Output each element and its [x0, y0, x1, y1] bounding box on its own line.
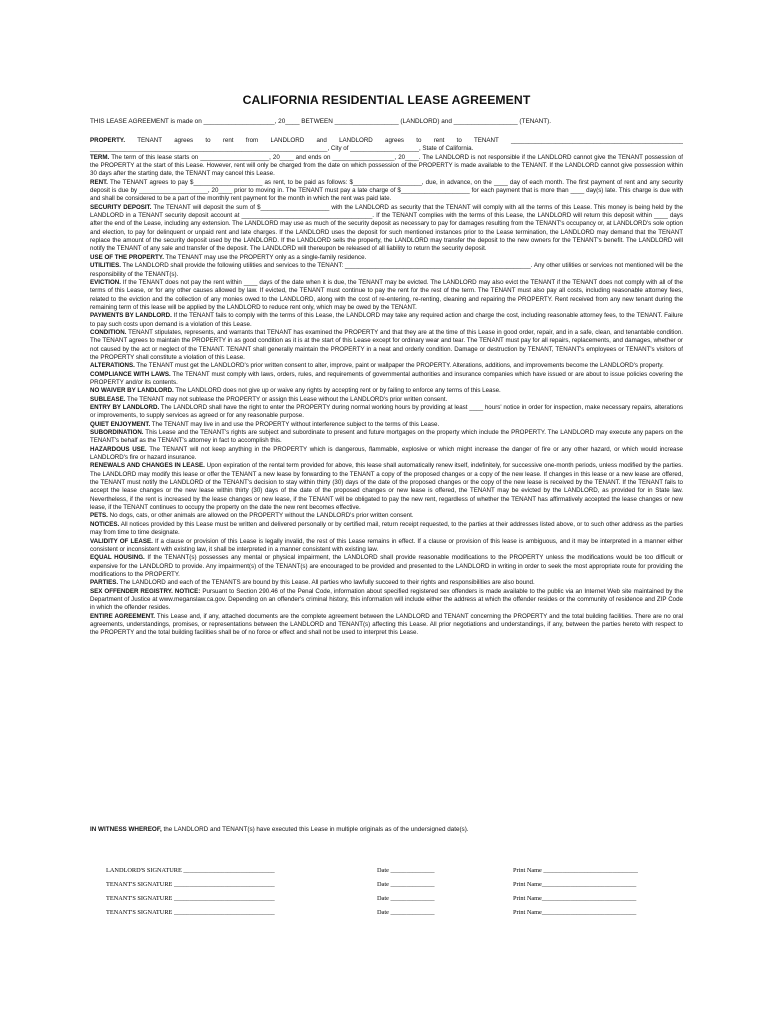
intro-paragraph: THIS LEASE AGREEMENT is made on ____________________, 20____ BETWEEN __________________ (LANDLORD) and __________________ (TENANT). [90, 118, 552, 125]
date-line[interactable]: Date ______________ [377, 867, 435, 874]
section-heading: QUIET ENJOYMENT. [90, 420, 151, 428]
section-heading: SUBLEASE. [90, 395, 126, 403]
lease-section [90, 396, 683, 404]
lease-section [90, 429, 683, 446]
lease-section [90, 204, 683, 254]
section-text: TENANT agrees to rent from LANDLORD and LANDLORD agrees to rent to TENANT __________________________________________________ _____________________________________________________________________, City of ____________________, State of California. [90, 137, 683, 153]
witness-heading: IN WITNESS WHEREOF, [90, 826, 162, 833]
section-text: If the TENANT(s) possesses any mental or physical impairment, the LANDLORD shall provide reasonable modifications to the PROPERTY unless the modifications would be too difficult or expensive for the LANDLORD to provide. Any impairment(s) of the TENANT(s) are encouraged to be provided and presented to the LANDLORD in writing in order to seek the most appropriate route for providing the modifications to the PROPERTY. [90, 554, 683, 578]
lease-section [90, 387, 683, 395]
lease-section [90, 254, 683, 262]
section-heading: SEX OFFENDER REGISTRY. NOTICE: [90, 587, 201, 595]
lease-section [90, 554, 683, 579]
section-heading: RENEWALS AND CHANGES IN LEASE. [90, 462, 205, 470]
section-text: The TENANT must comply with laws, orders, rules, and requirements of governmental authorities and insurance companies which have issued or are about to issue policies covering the PROPERTY and/or its contents. [90, 370, 683, 386]
section-text: The LANDLORD shall have the right to enter the PROPERTY during normal working hours by providing at least ____ hours' notice in order for inspection, make necessary repairs, alterations or improvements, to supply services as agreed or for any reasonable purpose. [90, 404, 684, 420]
section-heading: RENT. [90, 178, 108, 186]
signature-row [106, 867, 686, 877]
lease-section [90, 404, 683, 421]
signature-row [106, 895, 686, 905]
section-text: No dogs, cats, or other animals are allowed on the PROPERTY without the LANDLORD's prior written consent. [109, 512, 414, 520]
print-name-line[interactable]: Print Name______________________________ [513, 909, 637, 916]
section-text: This Lease and, if any, attached documents are the complete agreement between the LANDLORD and TENANT concerning the PROPERTY and the total building facilities. There are no oral agreements, understandings, promises, or representations between the LANDLORD and TENANT(s) affecting this Lease. All prior negotiations and understandings, if any, between the parties hereto with respect to the PROPERTY and the total building facilities shall be of no force or effect and shall not be used to interpret this Lease. [90, 612, 684, 637]
lease-section [90, 362, 683, 370]
section-heading: NOTICES. [90, 520, 120, 528]
lease-section [90, 462, 683, 512]
section-heading: ALTERATIONS. [90, 362, 135, 370]
print-name-line[interactable]: Print Name______________________________ [513, 881, 637, 888]
section-heading: PAYMENTS BY LANDLORD. [90, 312, 172, 320]
lease-section [90, 521, 683, 538]
section-heading: TERM. [90, 153, 110, 161]
section-heading: ENTRY BY LANDLORD. [90, 404, 160, 411]
lease-section [90, 371, 683, 388]
date-line[interactable]: Date ______________ [377, 909, 435, 916]
section-heading: ENTIRE AGREEMENT. [90, 612, 156, 620]
section-heading: HAZARDOUS USE. [90, 445, 147, 453]
section-text: The TENANT must get the LANDLORD's prior written consent to alter, improve, paint or wallpaper the PROPERTY. Alterations, additions, and improvements become the LANDLORD's property. [136, 362, 664, 370]
lease-section [90, 421, 683, 429]
date-line[interactable]: Date ______________ [377, 881, 435, 888]
signature-row [106, 909, 686, 919]
lease-section [90, 329, 683, 362]
print-name-line[interactable]: Print Name______________________________ [513, 895, 637, 902]
section-text: All notices provided by this Lease must be written and delivered personally or by certified mail, return receipt requested, to the parties at their addresses listed above, or to such other address as the parties may from time to time designate. [90, 520, 683, 537]
print-name-line[interactable]: Print Name ______________________________ [513, 867, 638, 874]
section-heading: USE OF THE PROPERTY. [90, 253, 164, 261]
lease-sections [90, 137, 683, 638]
lease-section [90, 179, 683, 204]
section-text: The TENANT will not keep anything in the PROPERTY which is dangerous, flammable, explosive or which might increase the danger of fire or any other hazard, or which would increase LANDLORD's fire or hazard insurance. [90, 445, 683, 462]
witness-text: the LANDLORD and TENANT(s) have executed this Lease in multiple originals as of the undersigned date(s). [163, 826, 469, 833]
signature-line[interactable]: TENANT'S SIGNATURE ________________________________ [106, 895, 275, 902]
section-text: The term of this lease starts on ____________________, 20____ and ends on __________________, 20____. The LANDLORD is not responsible if the LANDLORD cannot give the TENANT possession of the PROPERTY at the start of this Lease. However, rent will only be charged from the date on which possession of the PROPERTY is made available to the TENANT. If the LANDLORD cannot give possession within 30 days after the starting date, the TENANT may cancel this Lease. [90, 153, 684, 178]
section-heading: UTILITIES. [90, 262, 121, 270]
lease-section [90, 279, 683, 312]
section-text: The LANDLORD does not give up or waive any rights by accepting rent or by failing to enforce any terms of this Lease. [175, 387, 501, 395]
section-text: Upon expiration of the rental term provided for above, this lease shall automatically renew itself, indefinitely, for successive one-month periods, unless modified by the parties. The LANDLORD may modify this lease or offer the TENANT a new lease by forwarding to the TENANT a copy of the proposed changes or a copy of the new lease. If changes in this lease or a new lease are offered, the TENANT must notify the LANDLORD of the TENANT's decision to stay within thirty (30) days of the date of the proposed changes or the copy of the new lease is received by the TENANT. If the TENANT fails to accept the lease changes or the new lease within thirty (30) days of the date of the proposed changes or new lease is offered, the TENANT may be evicted by the LANDLORD, as provided for in State law. Nevertheless, if the rent is increased by the lease changes or new lease, if the TENANT will be obligated to pay the new rent, regardless of whether the TENANT has affirmatively accepted the lease changes or new lease, if the TENANT continues to occupy the property on the date the new rent becomes effective. [90, 462, 683, 512]
document-title: CALIFORNIA RESIDENTIAL LEASE AGREEMENT [242, 93, 531, 107]
section-text: TENANT stipulates, represents, and warrants that TENANT has examined the PROPERTY and that they are at the time of this Lease in good order, repair, and in a safe, clean, and tenantable condition. The TENANT agrees to maintain the PROPERTY in as good condition as it is at the start of this Lease except for ordinary wear and tear. The TENANT must pay for all repairs, replacements, and damages, whether or not caused by the act or neglect of the TENANT. TENANT shall generally maintain the PROPERTY in a neat and orderly condition. Damage or destruction by TENANT, TENANT's employees or TENANT's visitors of the PROPERTY shall constitute a violation of this Lease. [90, 328, 683, 361]
section-heading: NO WAIVER BY LANDLORD. [90, 387, 174, 395]
section-heading: PROPERTY. [90, 137, 126, 144]
section-text: The TENANT will deposit the sum of $____________________ with the LANDLORD as security that the TENANT will comply with all the terms of this Lease. This money is being held by the LANDLORD in a TENANT security deposit account at ______________________________________. If the TENANT complies with the terms of this Lease, the LANDLORD will return this deposit within ____ days after the end of the Lease, including any extension. The LANDLORD may use as much of the security deposit as necessary to pay for damages resulting from the TENANT's occupancy or, at LANDLORD's sole option and election, to pay for delinquent or unpaid rent and late charges. If the LANDLORD uses the deposit for such mentioned instances prior to the Lease termination, the LANDLORD may demand that the TENANT replace the amount of the security deposit used by the LANDLORD. If the LANDLORD sells the property, the LANDLORD may transfer the deposit to the new owners for the TENANT's benefit. The LANDLORD will notify the TENANT of any sale and transfer of the deposit. The LANDLORD will thereupon be released of all liability to return the security deposit. [90, 203, 683, 253]
section-text: This Lease and the TENANT's rights are subject and subordinate to present and future mortgages on the property which include the PROPERTY. The LANDLORD may execute any papers on the TENANT's behalf as the TENANT's attorney in fact to accomplish this. [90, 429, 684, 445]
section-text: If the TENANT does not pay the rent within ____ days of the date when it is due, the TENANT may be evicted. The LANDLORD may also evict the TENANT if the TENANT does not comply with all of the terms of this Lease, or for any other causes allowed by law. If evicted, the TENANT must continue to pay the rent for the rest of the term. The TENANT must also pay all costs, including reasonable attorney fees, related to the eviction and the collection of any monies owed to the LANDLORD, along with the cost of re-entering, re-renting, cleaning and repairing the PROPERTY. Rent received from any new tenant during the remaining term of this lease will be applied by the LANDLORD to reduce rent only, which may be owed by the TENANT. [90, 278, 683, 311]
lease-section [90, 512, 683, 520]
section-heading: SECURITY DEPOSIT. [90, 203, 152, 211]
lease-section [90, 262, 683, 279]
witness-paragraph [90, 826, 683, 834]
date-line[interactable]: Date ______________ [377, 895, 435, 902]
lease-section [90, 137, 683, 154]
section-text: The TENANT agrees to pay $____________________ as rent, to be paid as follows: $____________________, due, in advance, on the ____ day of each month. The first payment of rent and any security deposit is due by ____________________, 20____ prior to moving in. The TENANT must pay a late charge of $____________________ for each payment that is more than ____ day(s) late. This charge is due with and shall be considered to be a part of the monthly rent payment for the month in which the rent was paid late. [90, 178, 683, 203]
section-heading: VALIDITY OF LEASE. [90, 537, 153, 545]
section-heading: CONDITION. [90, 328, 127, 336]
section-heading: SUBORDINATION. [90, 429, 144, 437]
lease-section [90, 588, 683, 613]
section-heading: EQUAL HOUSING. [90, 554, 145, 562]
section-text: The LANDLORD shall provide the following utilities and services to the TENANT: ______________________________________________________. Any other utilities or services not mentioned will be the responsibility of the TENANT(s). [90, 262, 683, 278]
section-heading: PARTIES. [90, 579, 119, 587]
section-text: The TENANT may not sublease the PROPERTY or assign this Lease without the LANDLORD's prior written consent. [127, 395, 448, 403]
lease-section [90, 538, 683, 555]
lease-section [90, 579, 683, 587]
section-heading: EVICTION. [90, 278, 121, 286]
section-heading: PETS. [90, 512, 108, 520]
lease-section [90, 446, 683, 463]
section-text: The TENANT may live in and use the PROPERTY without interference subject to the terms of this Lease. [151, 420, 440, 428]
signature-row [106, 881, 686, 891]
signature-line[interactable]: LANDLORD'S SIGNATURE _____________________________ [106, 867, 275, 874]
section-text: Pursuant to Section 290.46 of the Penal Code, information about specified registered sex offenders is made available to the public via an Internet Web site maintained by the Department of Justice at www.meganslaw.ca.gov. Depending on an offender's criminal history, this information will include either the address at which the offender resides or the community of residence and ZIP Code in which the offender resides. [90, 587, 684, 612]
lease-section [90, 154, 683, 179]
section-heading: COMPLIANCE WITH LAWS. [90, 370, 171, 378]
lease-section [90, 613, 683, 638]
signature-line[interactable]: TENANT'S SIGNATURE ________________________________ [106, 881, 275, 888]
section-text: If a clause or provision of this Lease is legally invalid, the rest of this Lease remains in effect. If a clause or provision of this lease is ambiguous, and it may be interpreted in a manner either consistent or inconsistent with existing law, it shall be interpreted in a manner consistent with existing law. [90, 537, 683, 553]
section-text: The TENANT may use the PROPERTY only as a single-family residence. [165, 253, 367, 261]
section-text: If the TENANT fails to comply with the terms of this Lease, the LANDLORD may take any required action and charge the cost, including reasonable attorney fees, to the TENANT. Failure to pay such costs upon demand is a violation of this Lease. [90, 312, 683, 328]
signature-line[interactable]: TENANT'S SIGNATURE ________________________________ [106, 909, 275, 916]
lease-section [90, 312, 683, 329]
section-text: The LANDLORD and each of the TENANTS are bound by this Lease. All parties who lawfully succeed to their rights and responsibilities are also bound. [119, 579, 535, 587]
